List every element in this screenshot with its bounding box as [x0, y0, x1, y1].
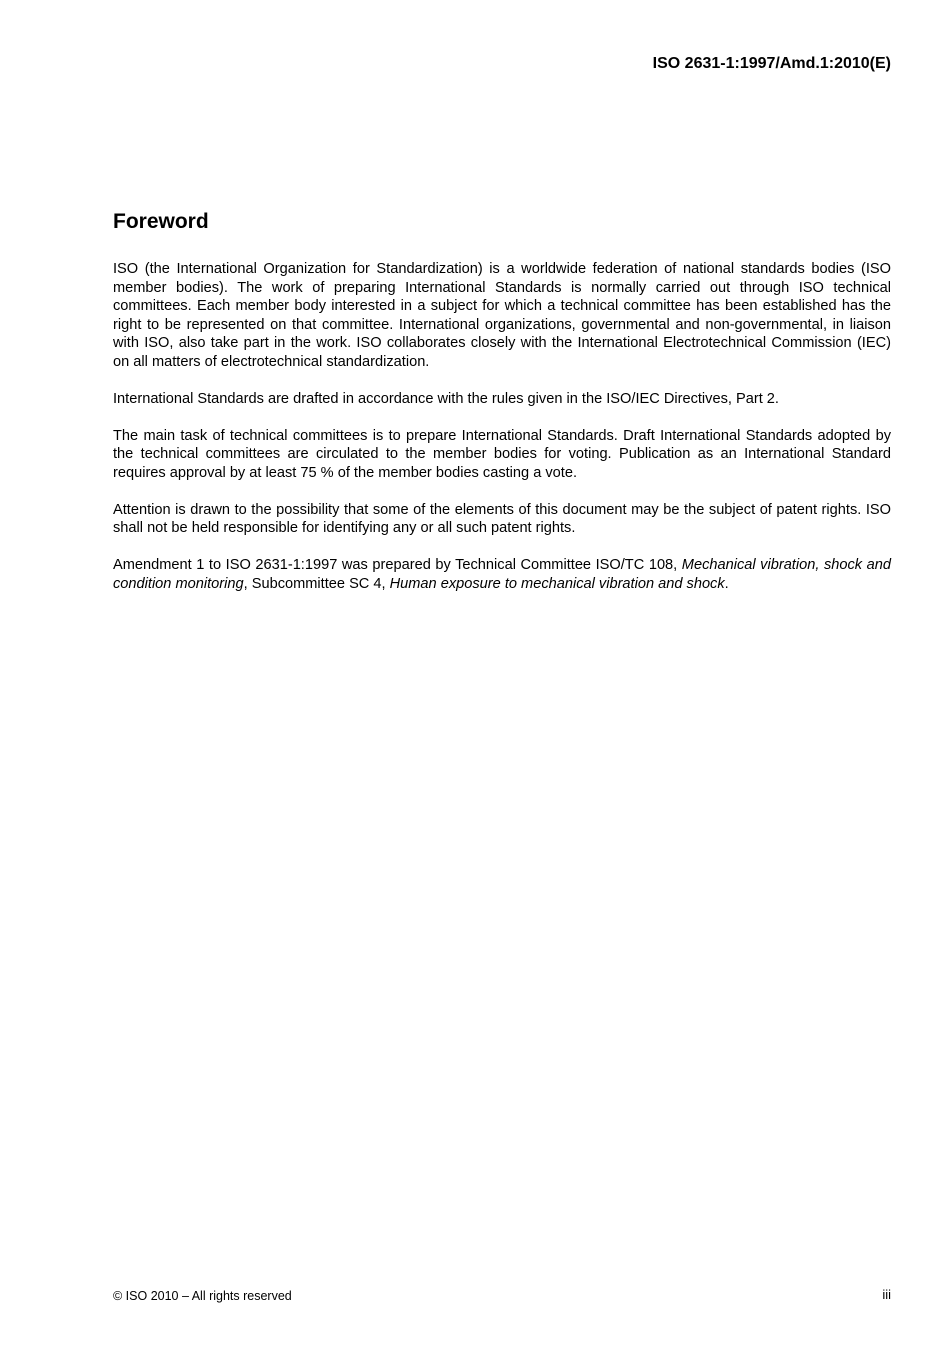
foreword-paragraph-3: The main task of technical committees is to prepare International Standards. Draft International Standards adopted by the technical committees are circulated to the member bodies for voting. Publication as an International Standard requires approval by at least 75 % of the member bodies casting a vote.	[113, 427, 891, 481]
subcommittee-text: , Subcommittee SC 4,	[243, 575, 390, 592]
subcommittee-title: Human exposure to mechanical vibration and shock	[389, 575, 725, 592]
foreword-heading: Foreword	[113, 210, 209, 233]
page-number: iii	[882, 1287, 891, 1302]
amendment-text: Amendment 1 to ISO 2631-1:1997 was prepared by Technical Committee ISO/TC 108,	[113, 557, 682, 573]
closing-period: .	[724, 575, 729, 592]
foreword-paragraph-2: International Standards are drafted in accordance with the rules given in the ISO/IEC Directives, Part 2.	[113, 390, 779, 407]
foreword-paragraph-1: ISO (the International Organization for Standardization) is a worldwide federation of national standards bodies (ISO member bodies). The work of preparing International Standards is normally carried out through ISO technical committees. Each member body interested in a subject for which a technical committee has been established has the right to be represented on that committee. International organizations, governmental and non-governmental, in liaison with ISO, also take part in the work. ISO collaborates closely with the International Electrotechnical Commission (IEC) on all matters of electrotechnical standardization.	[113, 261, 891, 370]
committee-title: Mechanical vibration, shock and condition monitoring	[113, 557, 891, 592]
foreword-paragraph-4: Attention is drawn to the possibility that some of the elements of this document may be the subject of patent rights. ISO shall not be held responsible for identifying any or all such patent rights.	[113, 501, 891, 536]
foreword-paragraph-5	[113, 556, 891, 593]
document-id: ISO 2631-1:1997/Amd.1:2010(E)	[652, 55, 891, 72]
copyright-notice: © ISO 2010 – All rights reserved	[113, 1289, 292, 1303]
foreword-body	[113, 260, 891, 612]
